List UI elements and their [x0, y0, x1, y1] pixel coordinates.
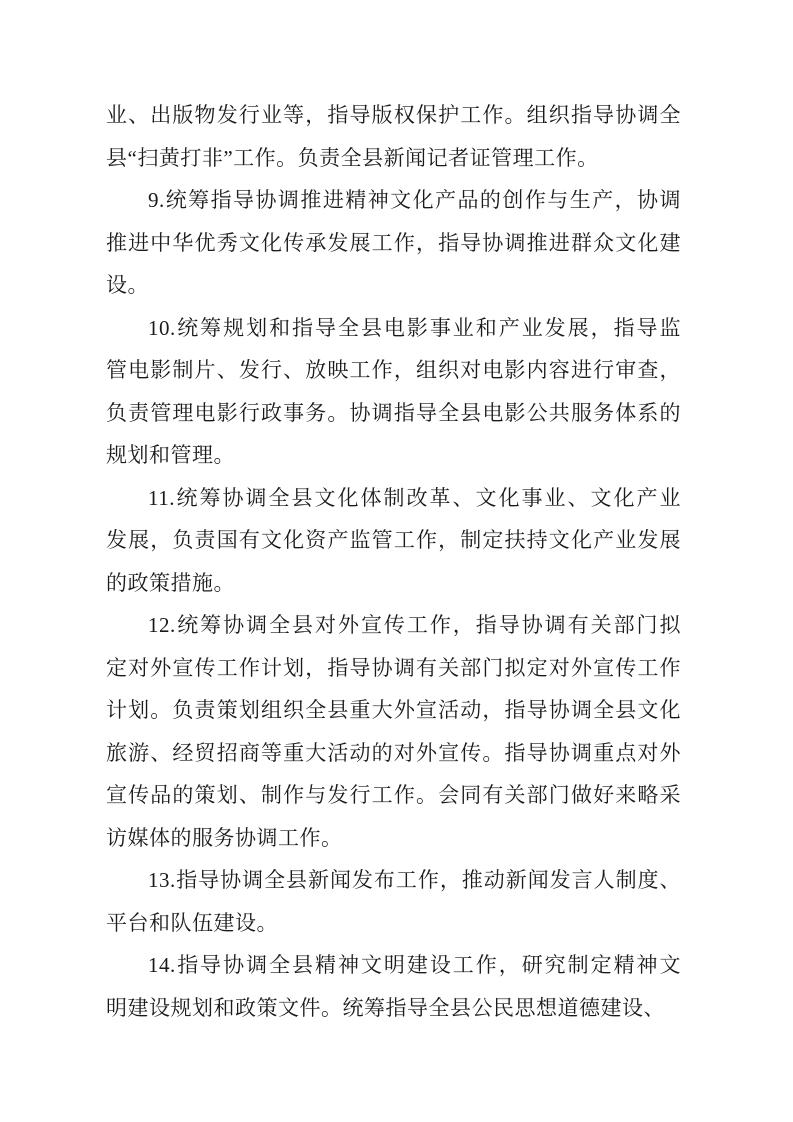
text-line: 访媒体的服务协调工作。 [106, 825, 343, 850]
paragraph-item-10 [106, 307, 681, 477]
text-line: 宣传品的策划、制作与发行工作。会同有关部门做好来略采 [106, 783, 681, 807]
text-line: 14.指导协调全县精神文明建设工作，研究制定精神文 [148, 953, 681, 977]
paragraph-item-12 [106, 604, 681, 859]
paragraph-item-13 [106, 859, 681, 944]
paragraph-item-14 [106, 944, 681, 1029]
text-line: 旅游、经贸招商等重大活动的对外宣传。指导协调重点对外 [106, 740, 681, 765]
text-line: 11.统筹协调全县文化体制改革、文化事业、文化产业 [148, 485, 681, 510]
paragraph-continuation-from-previous-page [106, 94, 681, 179]
text-line: 管电影制片、发行、放映工作，组织对电影内容进行审查， [106, 358, 681, 382]
paragraph-item-9 [106, 179, 681, 307]
text-line: 12.统筹协调全县对外宣传工作，指导协调有关部门拟 [148, 613, 681, 637]
text-line: 发展，负责国有文化资产监管工作，制定扶持文化产业发展 [106, 528, 681, 552]
text-line: 定对外宣传工作计划，指导协调有关部门拟定对外宣传工作 [106, 655, 681, 680]
paragraph-item-11 [106, 477, 681, 605]
text-line: 业、出版物发行业等，指导版权保护工作。组织指导协调全 [106, 103, 681, 127]
text-line: 9.统筹指导协调推进精神文化产品的创作与生产，协调 [148, 188, 681, 212]
text-line: 明建设规划和政策文件。统筹指导全县公民思想道德建设、 [106, 995, 665, 1020]
text-line: 推进中华优秀文化传承发展工作，指导协调推进群众文化建 [106, 230, 681, 255]
text-line: 计划。负责策划组织全县重大外宣活动，指导协调全县文化 [106, 698, 681, 722]
text-line: 县“扫黄打非”工作。负责全县新闻记者证管理工作。 [106, 145, 599, 170]
text-line: 负责管理电影行政事务。协调指导全县电影公共服务体系的 [106, 400, 681, 425]
text-line: 规划和管理。 [106, 443, 235, 467]
text-line: 平台和队伍建设。 [106, 910, 278, 935]
text-line: 设。 [106, 273, 149, 297]
text-line: 13.指导协调全县新闻发布工作，推动新闻发言人制度、 [148, 868, 681, 892]
text-line: 的政策措施。 [106, 570, 235, 595]
text-line: 10.统筹规划和指导全县电影事业和产业发展，指导监 [148, 315, 681, 340]
document-body [106, 94, 681, 1029]
